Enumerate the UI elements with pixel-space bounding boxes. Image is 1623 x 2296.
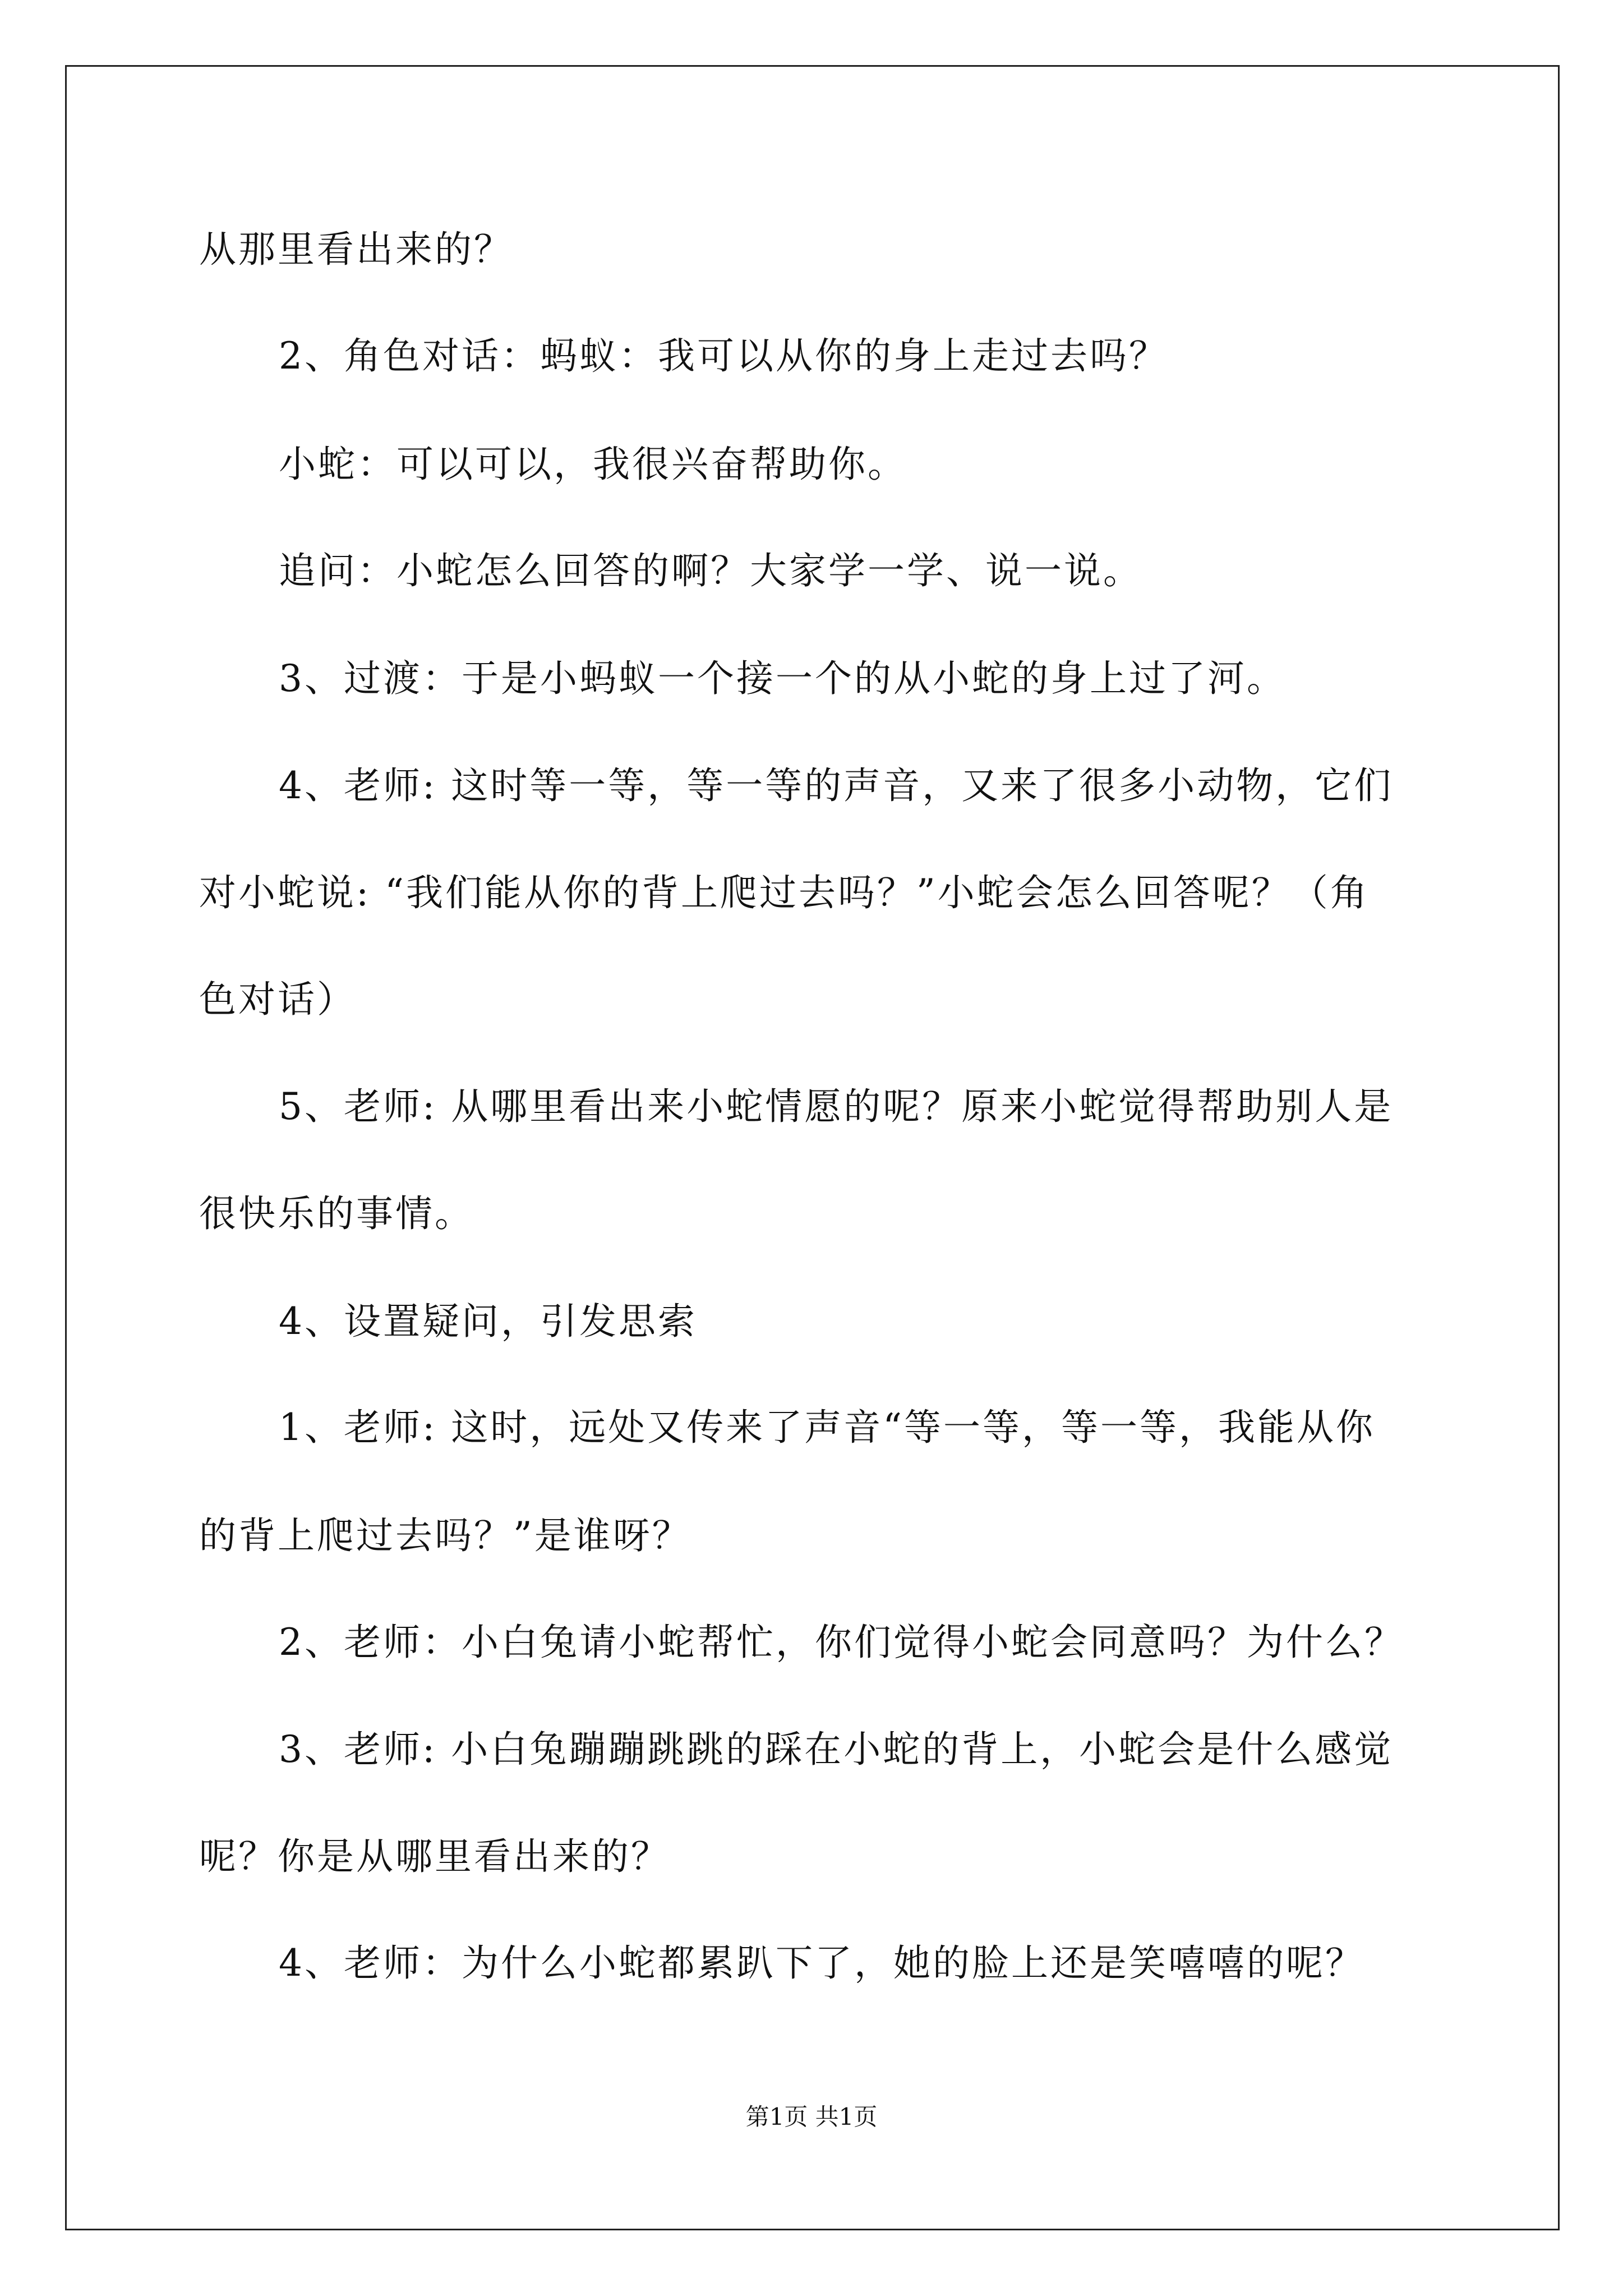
text-line: 5、老师: 从哪里看出来小蛇情愿的呢？原来小蛇觉得帮助别人是 — [279, 1085, 1394, 1128]
text-line: 3、过渡：于是小蚂蚁一个接一个的从小蛇的身上过了河。 — [279, 657, 1286, 700]
text-line: 色对话） — [199, 978, 356, 1021]
text-line: 小蛇：可以可以，我很兴奋帮助你。 — [279, 443, 907, 486]
text-line: 1、老师: 这时，远处又传来了声音“等一等，等一等，我能从你 — [279, 1406, 1375, 1449]
text-line: 呢？你是从哪里看出来的？ — [199, 1835, 670, 1878]
page-footer: 第1页 共1页 — [745, 2103, 878, 2131]
text-line: 对小蛇说: “我们能从你的背上爬过去吗？”小蛇会怎么回答呢？（角 — [199, 871, 1370, 914]
text-line: 2、角色对话：蚂蚁：我可以从你的身上走过去吗？ — [279, 334, 1168, 378]
text-line: 3、老师: 小白兔蹦蹦跳跳的踩在小蛇的背上，小蛇会是什么感觉 — [279, 1728, 1394, 1771]
page-border — [65, 65, 1560, 2230]
text-line: 4、设置疑问，引发思索 — [279, 1300, 697, 1343]
text-line: 追问：小蛇怎么回答的啊？大家学一学、说一说。 — [279, 549, 1142, 592]
text-line: 从那里看出来的？ — [199, 228, 513, 271]
text-line: 4、老师：为什么小蛇都累趴下了，她的脸上还是笑嘻嘻的呢？ — [279, 1941, 1364, 1985]
text-line: 的背上爬过去吗？”是谁呀？ — [199, 1514, 691, 1557]
text-line: 2、老师：小白兔请小蛇帮忙，你们觉得小蛇会同意吗？为什么？ — [279, 1621, 1404, 1664]
text-line: 4、老师: 这时等一等，等一等的声音，又来了很多小动物，它们 — [279, 764, 1394, 807]
text-line: 很快乐的事情。 — [199, 1192, 474, 1235]
